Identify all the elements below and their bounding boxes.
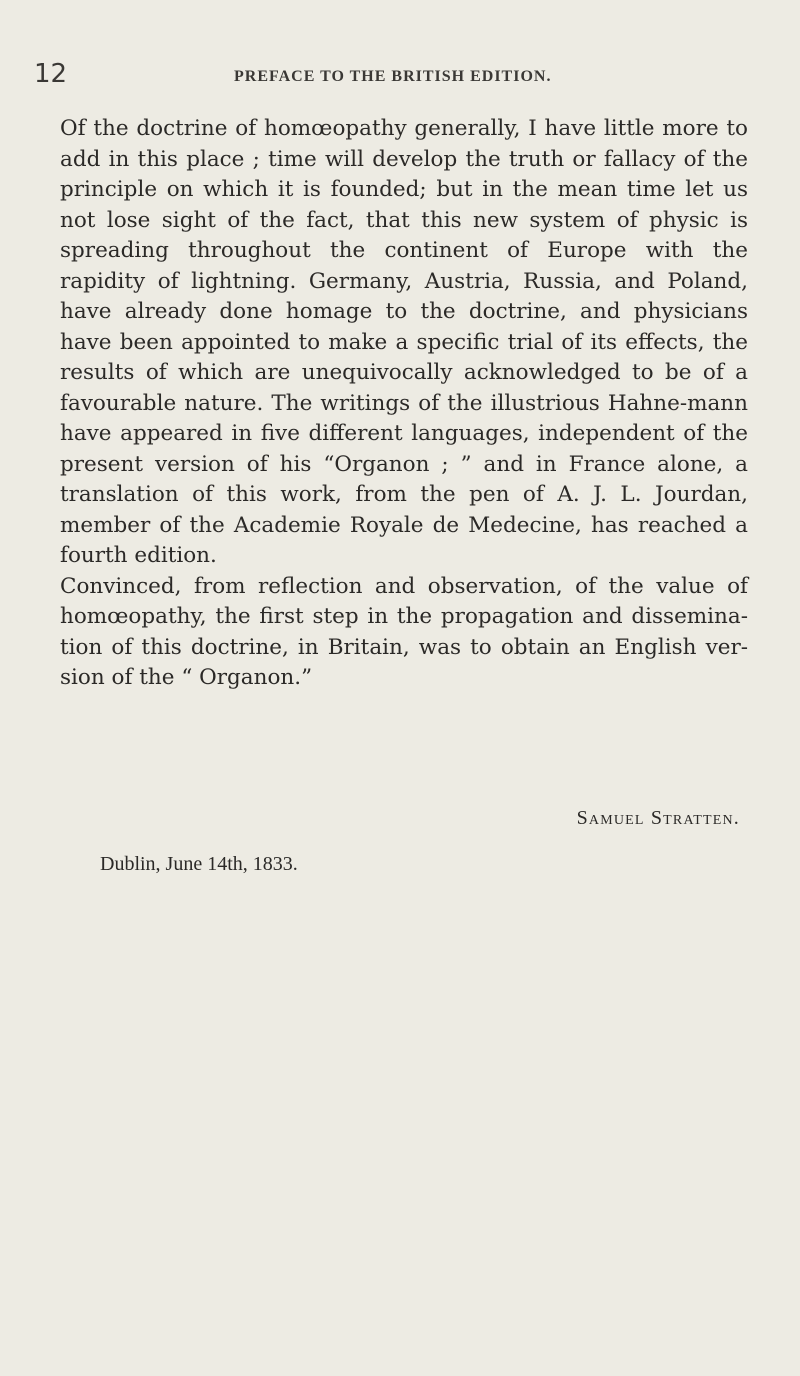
page-number: 12 (34, 59, 68, 89)
body-text (60, 114, 748, 694)
author-signature: Samuel Stratten. (576, 807, 740, 829)
paragraph-doctrine: Of the doctrine of homœopathy generally, I have little more to add in this place ; time will develop the truth or fallacy of the principle on which it is founded; but in the mean time let us not lose sight of the fact, that this new system of physic is spreading throughout the continent of Europe with the rapidity of lightning. Germany, Austria, Russia, and Poland, have already done homage to the doctrine, and physicians have been appointed to make a specific trial of its effects, the results of which are unequivocally acknowledged to be of a favourable nature. The writings of the illustrious Hahne-mann have appeared in five different languages, independent of the present version of his “Organon ; ” and in France alone, a translation of this work, from the pen of A. J. L. Jourdan, member of the Academie Royale de Medecine, has reached a fourth edition. (60, 116, 748, 568)
page-header (34, 58, 766, 98)
place-date: Dublin, June 14th, 1833. (100, 853, 298, 875)
paragraph-convinced: Convinced, from reflection and observation, of the value of homœopathy, the first step in the propagation and dissemina-tion of this doctrine, in Britain, was to obtain an English ver-sion of the “ Organon.” (60, 573, 748, 690)
running-head: PREFACE TO THE BRITISH EDITION. (234, 68, 552, 85)
